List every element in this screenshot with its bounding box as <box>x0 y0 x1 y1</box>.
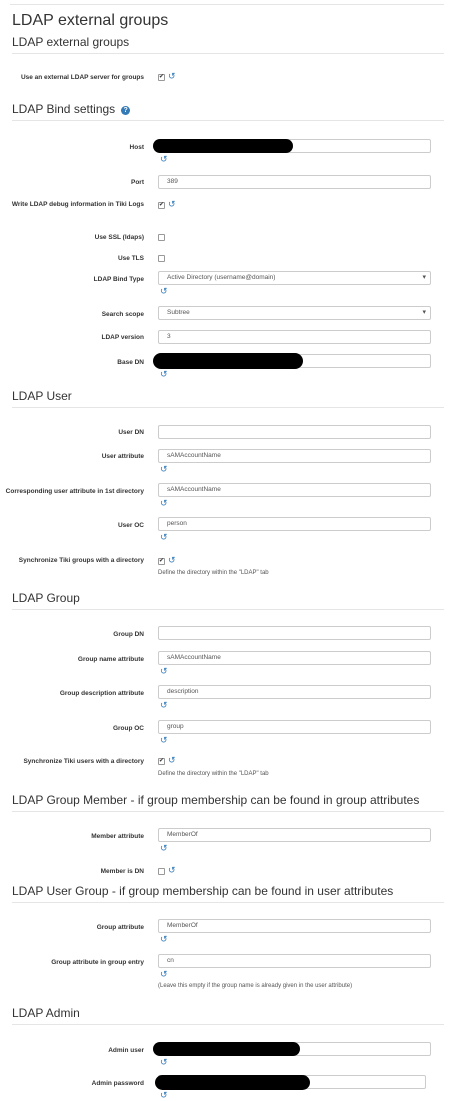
section-ldap-user-group <box>12 884 444 903</box>
member-attr-input[interactable]: MemberOf <box>158 828 431 842</box>
section-title: LDAP external groups <box>12 35 130 49</box>
bind-type-label: LDAP Bind Type <box>93 276 144 283</box>
section-title: LDAP Group <box>12 591 80 605</box>
undo-icon[interactable]: ↺ <box>160 532 168 542</box>
page-title: LDAP external groups <box>12 12 169 29</box>
section-bind-settings <box>12 102 444 121</box>
sync-users-checkbox[interactable]: ✔ <box>159 758 165 764</box>
undo-icon[interactable]: ↺ <box>160 1057 168 1067</box>
undo-icon[interactable]: ↺ <box>168 555 176 565</box>
section-title: LDAP Group Member - if group membership can be found in group attributes <box>12 793 420 807</box>
use-external-ldap-checkbox[interactable]: ✔ <box>159 74 165 80</box>
section-external-groups <box>12 35 444 54</box>
port-label: Port <box>131 179 144 186</box>
group-desc-attr-label: Group description attribute <box>59 690 144 697</box>
group-attr-entry-input[interactable]: cn <box>158 954 431 968</box>
use-external-ldap-label: Use an external LDAP server for groups <box>20 74 144 81</box>
user-attribute-input[interactable]: sAMAccountName <box>158 449 431 463</box>
section-title: LDAP User Group - if group membership can be found in user attributes <box>12 884 394 898</box>
undo-icon[interactable]: ↺ <box>160 369 168 379</box>
redaction-bar <box>155 1075 310 1090</box>
group-desc-attr-input[interactable]: description <box>158 685 431 699</box>
port-input[interactable]: 389 <box>158 175 431 189</box>
ssl-checkbox[interactable] <box>158 234 165 241</box>
undo-icon[interactable]: ↺ <box>160 1090 168 1100</box>
search-scope-select[interactable]: Subtree ▾ <box>158 306 431 320</box>
section-title: LDAP User <box>12 389 72 403</box>
section-ldap-group <box>12 591 444 610</box>
undo-icon[interactable]: ↺ <box>160 286 168 296</box>
corr-user-attribute-label: Corresponding user attribute in 1st directory <box>5 488 144 495</box>
admin-password-label: Admin password <box>91 1080 144 1087</box>
tls-label: Use TLS <box>117 255 144 262</box>
undo-icon[interactable]: ↺ <box>160 735 168 745</box>
user-oc-input[interactable]: person <box>158 517 431 531</box>
section-title: LDAP Admin <box>12 1006 80 1020</box>
undo-icon[interactable]: ↺ <box>168 755 176 765</box>
undo-icon[interactable]: ↺ <box>168 865 176 875</box>
member-attr-label: Member attribute <box>91 833 144 840</box>
undo-icon[interactable]: ↺ <box>160 464 168 474</box>
undo-icon[interactable]: ↺ <box>160 934 168 944</box>
section-ldap-group-member <box>12 793 444 812</box>
debug-label: Write LDAP debug information in Tiki Logs <box>11 201 144 208</box>
user-attribute-label: User attribute <box>101 453 144 460</box>
group-attr-label: Group attribute <box>96 924 144 931</box>
base-dn-label: Base DN <box>117 359 144 366</box>
bind-type-select[interactable]: Active Directory (username@domain) ▾ <box>158 271 431 285</box>
host-label: Host <box>129 144 144 151</box>
group-name-attr-input[interactable]: sAMAccountName <box>158 651 431 665</box>
section-ldap-admin <box>12 1006 444 1025</box>
group-attr-entry-label: Group attribute in group entry <box>51 959 144 966</box>
ldap-version-input[interactable]: 3 <box>158 330 431 344</box>
debug-checkbox[interactable]: ✔ <box>159 202 165 208</box>
search-scope-label: Search scope <box>101 311 144 318</box>
undo-icon[interactable]: ↺ <box>160 154 168 164</box>
undo-icon[interactable]: ↺ <box>160 969 168 979</box>
section-ldap-user <box>12 389 444 408</box>
redaction-bar <box>153 1042 300 1056</box>
group-oc-input[interactable]: group <box>158 720 431 734</box>
user-dn-input[interactable] <box>158 425 431 439</box>
ldap-version-label: LDAP version <box>101 334 144 341</box>
group-name-attr-label: Group name attribute <box>77 656 144 663</box>
group-dn-label: Group DN <box>113 631 144 638</box>
undo-icon[interactable]: ↺ <box>160 498 168 508</box>
member-is-dn-checkbox[interactable] <box>158 868 165 875</box>
sync-users-hint: Define the directory within the "LDAP" tab <box>158 771 269 777</box>
sync-users-label: Synchronize Tiki users with a directory <box>23 758 144 765</box>
admin-user-label: Admin user <box>108 1047 144 1054</box>
sync-groups-checkbox[interactable]: ✔ <box>159 558 165 564</box>
undo-icon[interactable]: ↺ <box>160 843 168 853</box>
group-attr-entry-hint: (Leave this empty if the group name is already given in the user attribute) <box>158 983 353 989</box>
corr-user-attribute-input[interactable]: sAMAccountName <box>158 483 431 497</box>
sync-groups-label: Synchronize Tiki groups with a directory <box>18 557 144 564</box>
member-is-dn-label: Member is DN <box>100 868 144 875</box>
redaction-bar <box>153 139 293 153</box>
user-dn-label: User DN <box>118 429 144 436</box>
group-dn-input[interactable] <box>158 626 431 640</box>
undo-icon[interactable]: ↺ <box>168 71 176 81</box>
user-oc-label: User OC <box>117 522 144 529</box>
top-divider <box>10 4 444 5</box>
redaction-bar <box>153 353 303 369</box>
group-oc-label: Group OC <box>112 725 144 732</box>
undo-icon[interactable]: ↺ <box>160 700 168 710</box>
section-title: LDAP Bind settings <box>12 102 116 116</box>
ssl-label: Use SSL (ldaps) <box>94 234 144 241</box>
group-attr-input[interactable]: MemberOf <box>158 919 431 933</box>
undo-icon[interactable]: ↺ <box>168 199 176 209</box>
undo-icon[interactable]: ↺ <box>160 666 168 676</box>
sync-groups-hint: Define the directory within the "LDAP" tab <box>158 570 269 576</box>
question-circle-icon[interactable]: ? <box>121 106 130 115</box>
tls-checkbox[interactable] <box>158 255 165 262</box>
